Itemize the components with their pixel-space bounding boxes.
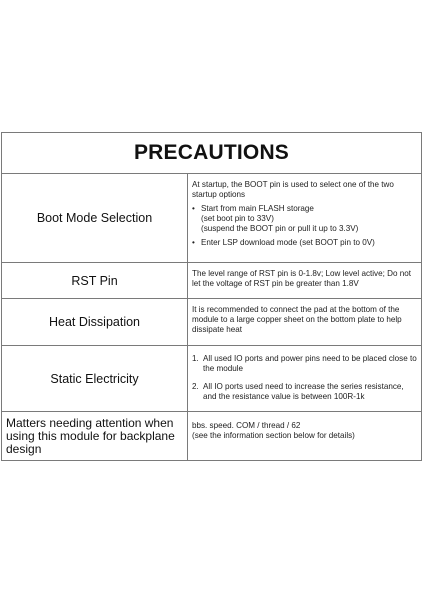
row-boot-mode xyxy=(2,174,421,263)
label-heat-dissipation: Heat Dissipation xyxy=(48,315,140,329)
static-item-2-number: 2. xyxy=(192,382,199,391)
heat-text: It is recommended to connect the pad at the bottom of the module to a large copper sheet on the bottom plate to help dissipate heat xyxy=(192,305,402,334)
label-boot-mode: Boot Mode Selection xyxy=(36,211,153,225)
static-item-1-number: 1. xyxy=(192,354,199,363)
label-rst-pin: RST Pin xyxy=(71,273,118,288)
bullet-dot-icon: • xyxy=(192,204,195,213)
label-cell-rst-pin xyxy=(2,263,188,298)
static-item-1 xyxy=(192,354,417,374)
precautions-table xyxy=(1,132,422,461)
static-item-2-text: All IO ports used need to increase the series resistance, and the resistance value is between 100R-1k xyxy=(203,382,404,401)
boot-bullet-1-line-2: (set boot pin to 33V) xyxy=(201,214,274,223)
boot-bullet-1 xyxy=(192,204,417,234)
boot-bullet-2 xyxy=(192,238,417,248)
static-item-2 xyxy=(192,382,417,402)
label-static-electricity: Static Electricity xyxy=(50,371,139,386)
label-cell-heat-dissipation xyxy=(2,299,188,345)
matters-line-2: (see the information section below for details) xyxy=(192,431,355,440)
boot-intro: At startup, the BOOT pin is used to select one of the two startup options xyxy=(192,180,394,199)
label-cell-static-electricity xyxy=(2,346,188,411)
content-static-electricity xyxy=(188,346,421,411)
content-rst-pin xyxy=(188,263,421,298)
boot-bullet-2-text: Enter LSP download mode (set BOOT pin to 0V) xyxy=(201,238,375,247)
label-cell-backplane-design xyxy=(2,412,188,460)
matters-line-1: bbs. speed. COM / thread / 62 xyxy=(192,421,301,430)
label-cell-boot-mode xyxy=(2,174,188,262)
content-heat-dissipation xyxy=(188,299,421,345)
label-backplane-design: Matters needing attention when using this module for backplane design xyxy=(6,415,175,456)
content-backplane-design xyxy=(188,412,421,460)
static-item-1-text: All used IO ports and power pins need to be placed close to the module xyxy=(203,354,417,373)
content-boot-mode xyxy=(188,174,421,262)
page-title: PRECAUTIONS xyxy=(133,141,290,164)
bullet-dot-icon: • xyxy=(192,238,195,247)
boot-bullet-1-line-3: (suspend the BOOT pin or pull it up to 3.3V) xyxy=(201,224,359,233)
row-static-electricity xyxy=(2,346,421,412)
title-row xyxy=(2,133,421,174)
boot-bullet-1-line-1: Start from main FLASH storage xyxy=(201,204,314,213)
row-rst-pin xyxy=(2,263,421,299)
rst-text: The level range of RST pin is 0-1.8v; Low level active; Do not let the voltage of RST pin be greater than 1.8V xyxy=(192,269,411,288)
row-heat-dissipation xyxy=(2,299,421,346)
row-backplane-design xyxy=(2,412,421,460)
